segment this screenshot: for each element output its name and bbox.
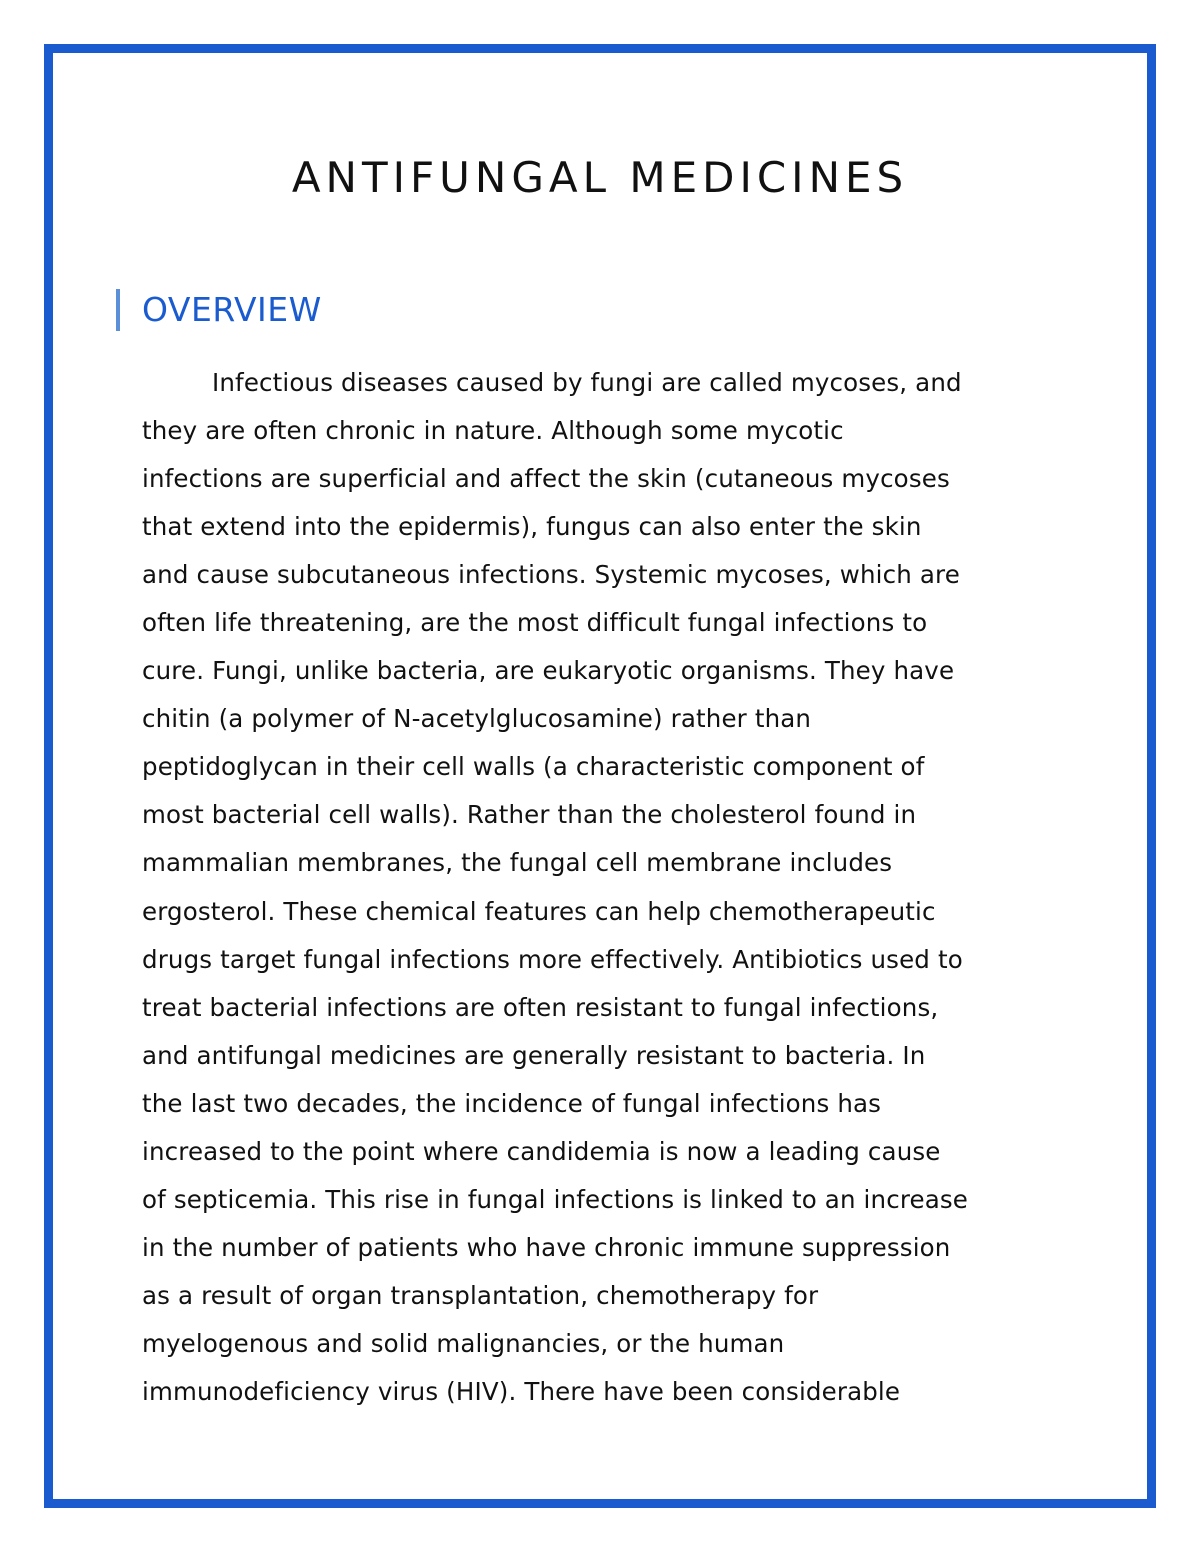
- body-line: peptidoglycan in their cell walls (a characteristic component of: [142, 752, 925, 782]
- body-line: chitin (a polymer of N-acetylglucosamine) rather than: [142, 704, 812, 734]
- page-frame: [44, 44, 1156, 1508]
- body-line: they are often chronic in nature. Although some mycotic: [142, 416, 844, 446]
- body-line: mammalian membranes, the fungal cell membrane includes: [142, 848, 893, 878]
- body-line: treat bacterial infections are often resistant to fungal infections,: [142, 992, 939, 1022]
- body-line: increased to the point where candidemia is now a leading cause: [142, 1136, 941, 1166]
- body-line: the last two decades, the incidence of fungal infections has: [142, 1088, 882, 1118]
- section-heading: [116, 289, 322, 331]
- body-line: ergosterol. These chemical features can help chemotherapeutic: [142, 896, 936, 926]
- body-line: in the number of patients who have chronic immune suppression: [142, 1232, 951, 1262]
- document-title: ANTIFUNGAL MEDICINES: [291, 153, 909, 202]
- body-line: often life threatening, are the most difficult fungal infections to: [142, 608, 928, 638]
- body-line: drugs target fungal infections more effectively. Antibiotics used to: [142, 944, 963, 974]
- section-heading-text: OVERVIEW: [142, 290, 322, 329]
- heading-accent-bar: [116, 289, 120, 331]
- body-line: cure. Fungi, unlike bacteria, are eukaryotic organisms. They have: [142, 656, 955, 686]
- body-line: Infectious diseases caused by fungi are called mycoses, and: [212, 368, 962, 397]
- body-line: and antifungal medicines are generally resistant to bacteria. In: [142, 1040, 926, 1070]
- body-line: that extend into the epidermis), fungus can also enter the skin: [142, 512, 922, 542]
- body-line: as a result of organ transplantation, chemotherapy for: [142, 1280, 819, 1310]
- body-line: immunodeficiency virus (HIV). There have been considerable: [142, 1376, 901, 1406]
- body-line: myelogenous and solid malignancies, or the human: [142, 1328, 785, 1358]
- body-line: most bacterial cell walls). Rather than the cholesterol found in: [142, 800, 917, 830]
- body-paragraph: [142, 359, 1142, 1416]
- body-line: infections are superficial and affect the skin (cutaneous mycoses: [142, 464, 950, 494]
- body-line: and cause subcutaneous infections. Systemic mycoses, which are: [142, 560, 960, 590]
- body-line: of septicemia. This rise in fungal infections is linked to an increase: [142, 1184, 969, 1214]
